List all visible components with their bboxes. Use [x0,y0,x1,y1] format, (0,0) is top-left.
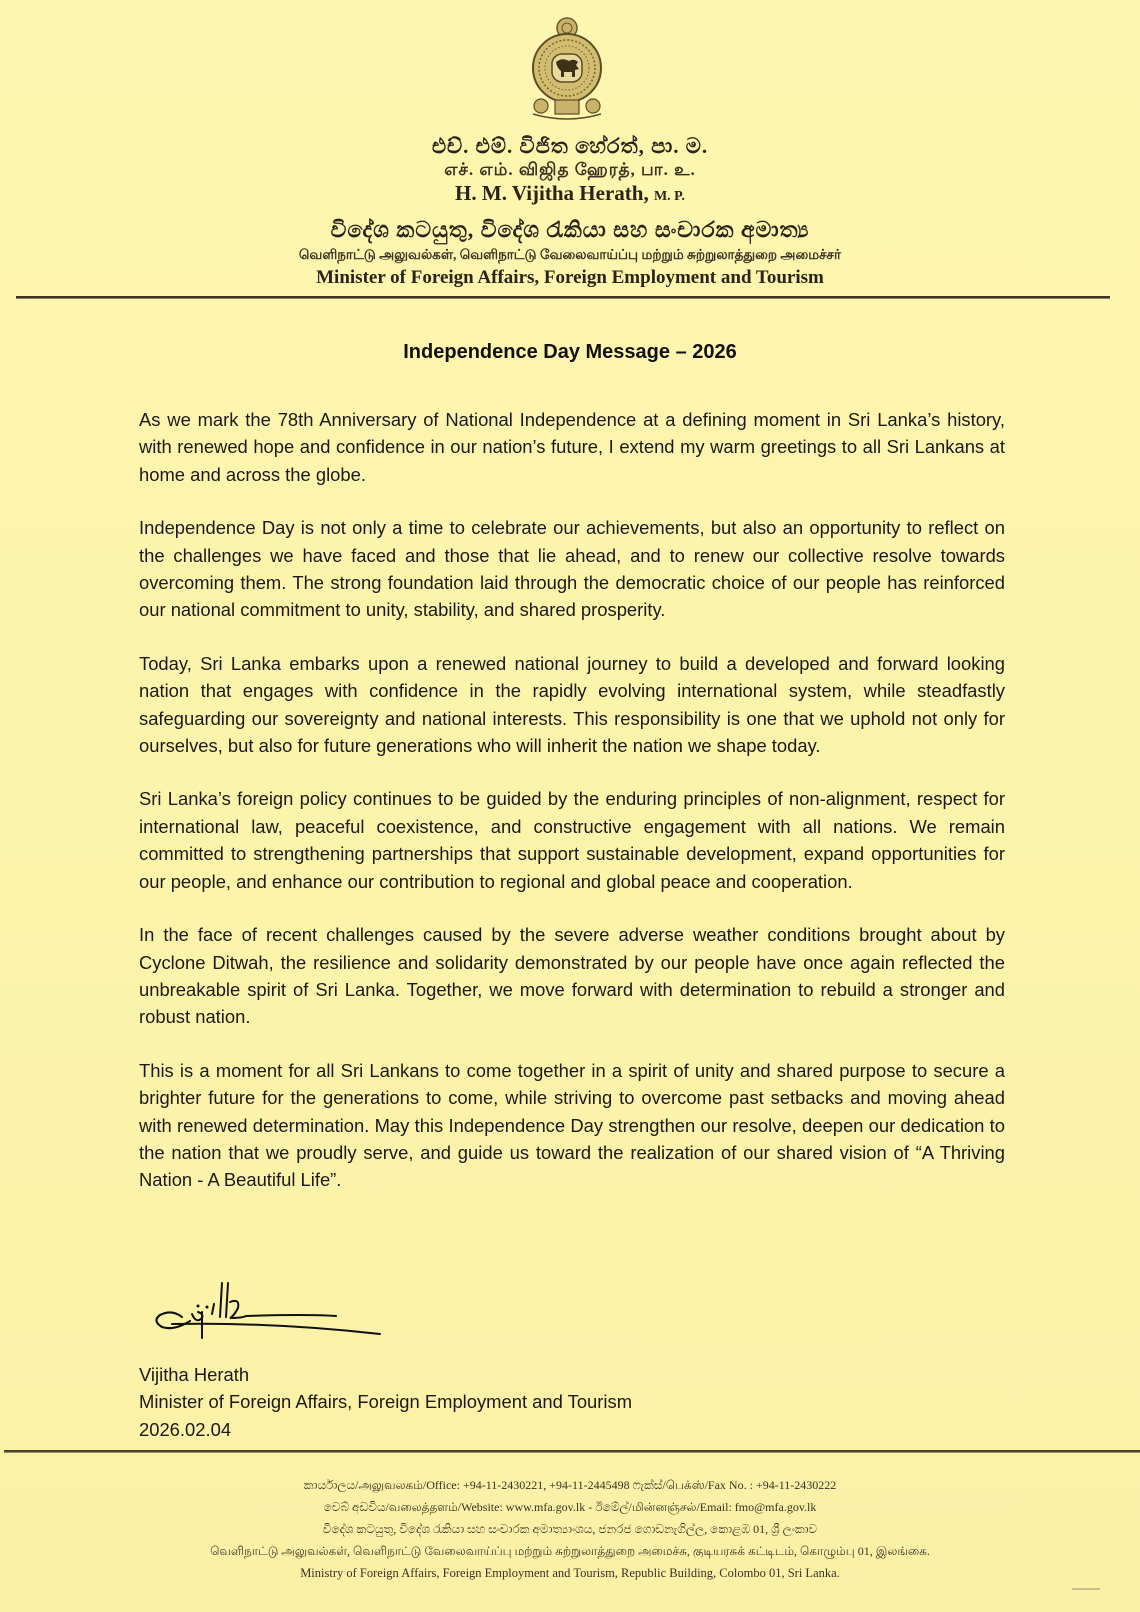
footer-web-line: වෙබ් අඩවිය/வலைத்தளம்/Website: www.mfa.gov.lk - ඊමේල්/மின்னஞ்சல்/Email: fmo@mfa.gov.lk [323,1500,817,1514]
footer-address-sinhala: විදේශ කටයුතු, විදේශ රැකියා සහ සංචාරක අමාත්‍යාංශය, ජනරජ ගොඩනැගිල්ල, කොළඹ 01, ශ්‍රී ලංකාව [322,1522,818,1536]
message-body [139,406,1005,1220]
footer-address-english: Ministry of Foreign Affairs, Foreign Employment and Tourism, Republic Building, Colombo 01, Sri Lanka. [300,1566,840,1580]
minister-name-english-text: H. M. Vijitha Herath, [455,181,649,205]
paragraph: Independence Day is not only a time to celebrate our achievements, but also an opportunity to reflect on the challenges we have faced and those that lie ahead, and to renew our collective resolve towards overcoming them. The strong foundation laid through the democratic choice of our people has reinforced our national commitment to unity, stability, and shared prosperity. [139,517,1005,621]
paragraph: In the face of recent challenges caused by the severe adverse weather conditions brought about by Cyclone Ditwah, the resilience and solidarity demonstrated by our people have once again reflected the unbreakable spirit of Sri Lanka. Together, we move forward with determination to rebuild a stronger and robust nation. [139,924,1005,1028]
signature-date: 2026.02.04 [139,1418,232,1440]
scan-mark [1072,1588,1100,1590]
mp-suffix: M. P. [653,189,685,204]
paragraph: Sri Lanka’s foreign policy continues to be guided by the enduring principles of non-alignment, respect for international law, peaceful coexistence, and constructive engagement with all nations. We remain committed to strengthening partnerships that support sustainable development, expand opportunities for our people, and enhance our contribution to regional and global peace and cooperation. [139,788,1005,892]
national-emblem-icon [525,14,609,124]
footer-divider [4,1450,1140,1452]
signature-block [139,1361,632,1443]
paragraph: This is a moment for all Sri Lankans to come together in a spirit of unity and shared purpose to secure a brighter future for the generations to come, while striving to overcome past setbacks and moving ahead with renewed determination. May this Independence Day strengthen our resolve, deepen our dedication to the nation that we proudly serve, and guide us toward the realization of our shared vision of “A Thriving Nation - A Beautiful Life”. [139,1059,1005,1191]
signatory-name: Vijitha Herath [139,1364,250,1385]
paragraph: Today, Sri Lanka embarks upon a renewed national journey to build a developed and forward looking nation that engages with confidence in the rapidly evolving international system, while steadfastly safeguarding our sovereignty and national interests. This responsibility is one that we uphold not only for ourselves, but also for future generations who will inherit the nation we shape today. [139,652,1005,757]
footer-contact-line: කාර්යාලය/அலுவலகம்/Office: +94-11-2430221, +94-11-2445498 ෆැක්ස්/பெக்ஸ்/Fax No. : +94-11-2430222 [303,1478,837,1492]
minister-name-english [0,181,1140,206]
minister-name-tamil: எச். எம். விஜித ஹேரத், பா. உ. [444,160,696,179]
minister-title-english: Minister of Foreign Affairs, Foreign Employment and Tourism [316,267,824,288]
document-title: Independence Day Message – 2026 [403,341,737,363]
letterhead-divider [16,296,1110,298]
minister-title-tamil: வெளிநாட்டு அலுவல்கள், வெளிநாட்டு வேலைவாய்ப்பு மற்றும் சுற்றுலாத்துறை அமைச்சர் [298,247,842,262]
minister-title-sinhala: විදේශ කටයුතු, විදේශ රැකියා සහ සංචාරක අමාත්‍ය [330,217,810,242]
minister-name-sinhala: එච්. එම්. විජිත හේරත්, පා. ම. [431,134,709,158]
footer-address-tamil: வெளிநாட்டு அலுவல்கள், வெளிநாட்டு வேலைவாய்ப்பு மற்றும் சுற்றுலாத்துறை அமைச்சு, குடியரசுக் கட்டிடம், கொழும்பு 01, இலங்கை. [210,1544,930,1558]
paragraph: As we mark the 78th Anniversary of National Independence at a defining moment in Sri Lanka’s history, with renewed hope and confidence in our nation’s future, I extend my warm greetings to all Sri Lankans at home and across the globe. [139,409,1005,485]
signatory-position: Minister of Foreign Affairs, Foreign Employment and Tourism [139,1391,633,1413]
handwritten-signature-icon [152,1272,402,1352]
